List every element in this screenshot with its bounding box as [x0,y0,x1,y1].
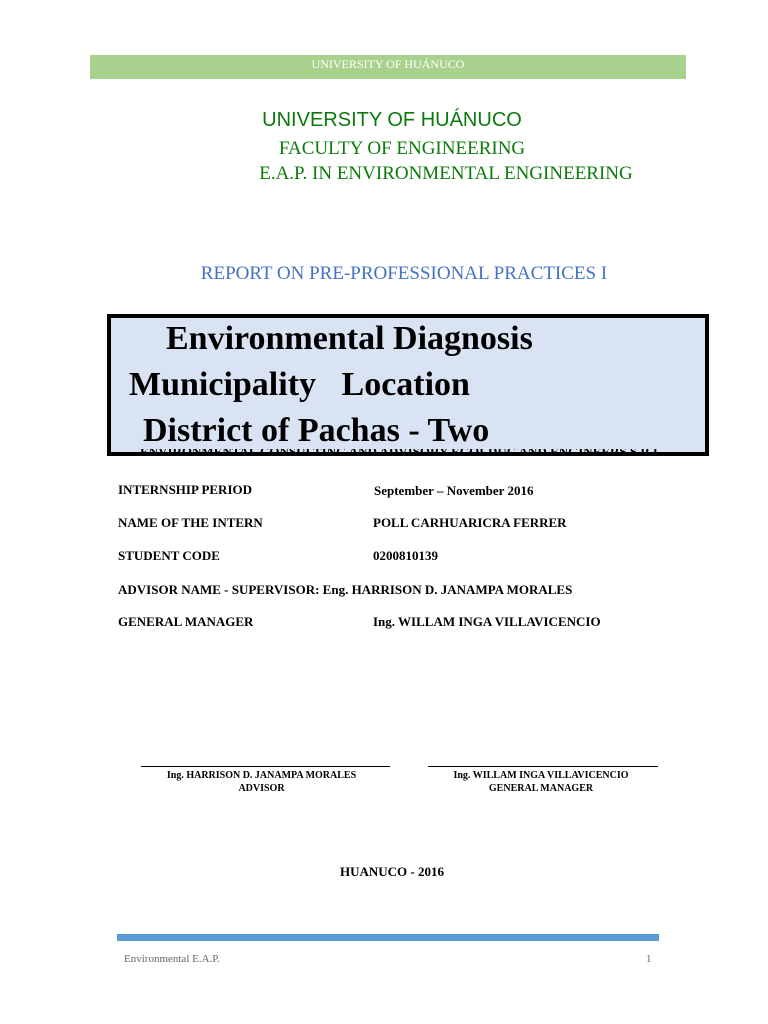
manager-value: Ing. WILLAM INGA VILLAVICENCIO [373,614,601,629]
intern-label: NAME OF THE INTERN [118,515,263,530]
manager-signature-name: Ing. WILLAM INGA VILLAVICENCIO [453,770,629,781]
advisor-signature-name: Ing. HARRISON D. JANAMPA MORALES [166,770,357,781]
advisor-label: ADVISOR NAME - SUPERVISOR: [118,582,320,597]
advisor-signature-block [141,769,382,795]
report-title: REPORT ON PRE-PROFESSIONAL PRACTICES I [200,263,608,284]
advisor-signature-line [141,766,390,767]
place-year: HUANUCO - 2016 [340,864,444,879]
school-title: E.A.P. IN ENVIRONMENTAL ENGINEERING [259,163,633,184]
manager-signature-block [428,769,654,795]
manager-signature-line [428,766,658,767]
advisor-row [118,582,572,598]
faculty-title: FACULTY OF ENGINEERING [278,138,526,159]
header-band [90,55,686,79]
manager-signature-role: GENERAL MANAGER [488,783,594,794]
student-code-value: 0200810139 [373,548,438,563]
company-name [140,449,720,463]
advisor-value: Eng. HARRISON D. JANAMPA MORALES [322,582,573,597]
header-band-text: UNIVERSITY OF HUÁNUCO [311,57,465,71]
company-name-text: ENVIRONMENTAL CONSULTING AND ADVISORY ECOLDUC AND ENGINEERS S.R.L. [140,449,665,459]
footer-bar [117,934,659,941]
manager-label: GENERAL MANAGER [118,614,254,629]
title-line-2: Municipality Location [129,366,470,403]
university-title: UNIVERSITY OF HUÁNUCO [262,109,522,131]
title-line-3: District of Pachas - Two [143,412,490,449]
page-number: 1 [646,953,652,965]
title-box [107,314,709,456]
advisor-signature-role: ADVISOR [238,783,285,794]
intern-value: POLL CARHUARICRA FERRER [373,515,567,530]
student-code-label: STUDENT CODE [118,548,220,563]
footer-left-text: Environmental E.A.P. [124,953,220,965]
title-line-1: Environmental Diagnosis [166,320,533,357]
period-value: September – November 2016 [374,483,534,498]
period-label: INTERNSHIP PERIOD [118,482,252,497]
